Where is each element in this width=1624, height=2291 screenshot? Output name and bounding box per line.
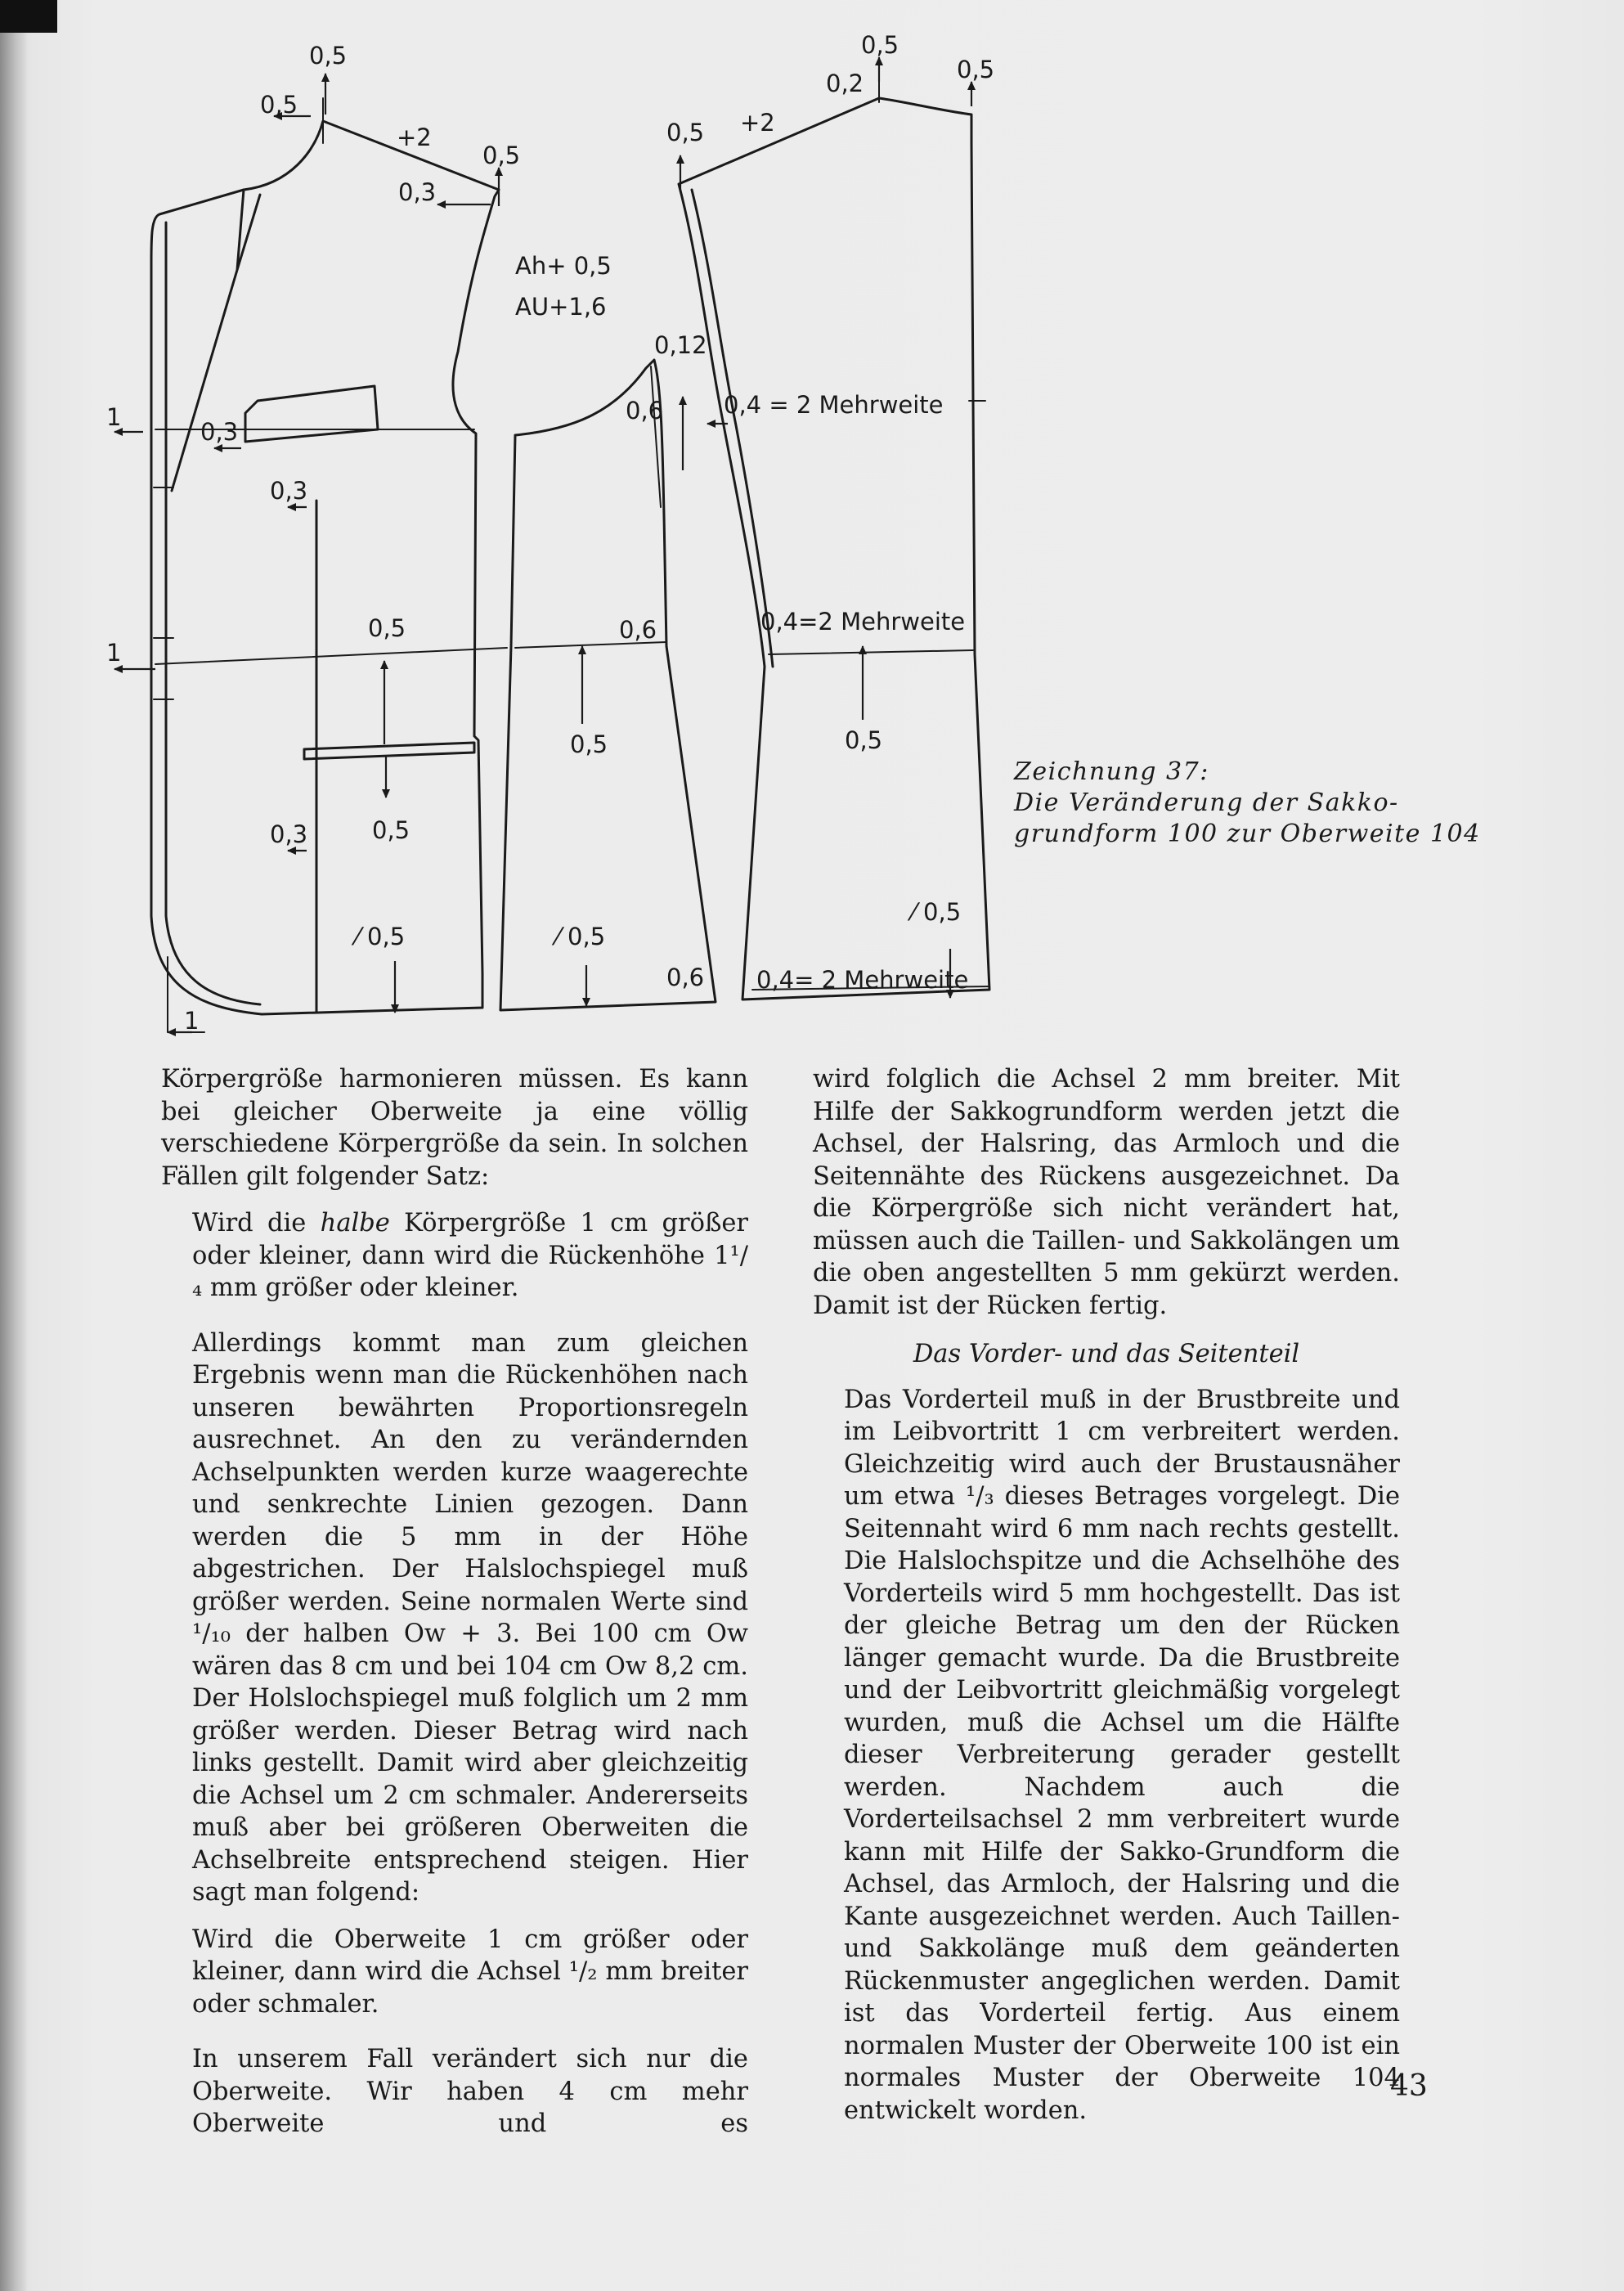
- label: 0,5: [845, 726, 883, 754]
- label: ⁄ 0,5: [356, 923, 406, 950]
- figure-caption: [1014, 757, 1481, 850]
- paragraph: In unserem Fall verändert sich nur die Oberweite. Wir haben 4 cm mehr Oberweite und es: [192, 2045, 748, 2138]
- label: ⁄ 0,5: [912, 898, 962, 926]
- label: 0,3: [200, 418, 239, 446]
- section-heading: Das Vorder- und das Seitenteil: [913, 1340, 1300, 1368]
- paragraph: Das Vorderteil muß in der Brustbreite und im Leibvortritt 1 cm verbreitert werden. Gleichzeitig wird auch der Brustausnäher um etwa ¹/₃ dieses Betrages vorgelegt. Die Seitennaht wird 6 mm nach rechts gestellt. Die Halslochspitze und die Achselhöhe des Vorderteils wird 5 mm hochgestellt. Das ist der gleiche Betrag um den der Rücken länger gemacht wurde. Da die Brustbreite und der Leibvortritt gleichmäßig vorgelegt wurden, muß die Achsel um die Hälfte dieser Verbreiterung gerader gestellt werden. Nachdem auch die Vorderteilsachsel 2 mm verbreitert wurde kann mit Hilfe der Sakko-Grundform die Achsel, das Armloch, der Halsring und die Kante ausgezeichnet werden. Auch Taillen- und Sakkolänge muß dem geänderten Rückenmuster angeglichen werden. Damit ist das Vorderteil fertig. Aus einem normalen Muster der Oberweite 100 ist ein normales Muster der Oberweite 104 entwickelt worden.: [844, 1385, 1400, 2125]
- label: 0,4=2 Mehrweite: [760, 608, 966, 636]
- lapel-line: [172, 270, 237, 491]
- label: 0,6: [666, 964, 705, 991]
- page-number: 43: [1390, 2069, 1428, 2103]
- front-inner-edge: [166, 222, 260, 1004]
- front-panel-outline: [151, 121, 499, 1014]
- label: 0,3: [398, 178, 437, 206]
- label: 0,3: [270, 477, 308, 505]
- label: 0,6: [619, 616, 657, 644]
- label: 0,5: [260, 91, 298, 119]
- label: 0,5: [368, 614, 406, 642]
- back-waist-guide: [769, 650, 973, 654]
- label: 0,5: [861, 31, 899, 59]
- label: 0,4 = 2 Mehrweite: [724, 391, 944, 419]
- label: +2: [740, 109, 775, 137]
- label: 0,2: [826, 70, 864, 97]
- label: 0,5: [957, 56, 995, 83]
- label: 0,4= 2 Mehrweite: [756, 966, 969, 994]
- rule-statement: Wird die Oberweite 1 cm größer oder kleiner, dann wird die Achsel ¹/₂ mm breiter oder schmaler.: [192, 1925, 748, 2019]
- caption-line: Die Veränderung der Sakko-: [1014, 788, 1399, 817]
- hip-pocket-flap: [304, 743, 474, 759]
- right-column: [813, 1063, 1400, 2127]
- label: 1: [106, 403, 122, 431]
- label: 0,6: [626, 397, 664, 425]
- caption-line: Zeichnung 37:: [1014, 757, 1209, 786]
- back-seam-inner: [692, 190, 773, 667]
- lapel-notch: [237, 190, 260, 270]
- left-column: [161, 1063, 748, 2141]
- rule-statement: [161, 1207, 748, 1305]
- label: 1: [106, 639, 122, 667]
- label: ⁄ 0,5: [556, 923, 606, 950]
- label: 0,5: [309, 42, 348, 70]
- breast-pocket: [245, 386, 378, 442]
- pattern-drawing: [0, 0, 1624, 1047]
- label: +2: [397, 124, 432, 151]
- paragraph: Körpergröße harmonieren müssen. Es kann bei gleicher Oberweite ja eine völlig verschiedene Körpergröße da sein. In solchen Fällen gilt folgender Satz:: [161, 1065, 748, 1191]
- paragraph: wird folglich die Achsel 2 mm breiter. Mit Hilfe der Sakkogrundform werden jetzt die Achsel, der Halsring, das Armloch und die Seitennähte des Rückens ausgezeichnet. Da die Körpergröße sich nicht verändert hat, müssen auch die Taillen- und Sakkolängen um die oben angestellten 5 mm gekürzt werden. Damit ist der Rücken fertig.: [813, 1065, 1400, 1320]
- label: 1: [184, 1007, 200, 1035]
- paragraph: Allerdings kommt man zum gleichen Ergebnis wenn man die Rückenhöhen nach unseren bewährten Proportionsregeln ausrechnet. An den zu verändernden Achselpunkten werden kurze waagerechte und senkrechte Linien gezogen. Dann werden die 5 mm in der Höhe abgestrichen. Der Halslochspiegel muß größer werden. Seine normalen Werte sind ¹/₁₀ der halben Ow + 3. Bei 100 cm Ow wären das 8 cm und bei 104 cm Ow 8,2 cm. Der Holslochspiegel muß folglich um 2 mm größer werden. Dieser Betrag wird nach links gestellt. Damit wird aber gleichzeitig die Achsel um 2 cm schmaler. Andererseits muß aber bei größeren Oberweiten die Achselbreite entsprechend steigen. Hier sagt man folgend:: [192, 1328, 748, 1907]
- label: 0,12: [654, 331, 707, 359]
- label: 0,3: [270, 820, 308, 848]
- label: Ah+ 0,5: [515, 252, 612, 280]
- rule-text: Wird die: [192, 1209, 321, 1238]
- label: AU+1,6: [515, 293, 607, 321]
- rule-emphasis: halbe: [320, 1209, 390, 1238]
- label: 0,5: [482, 142, 521, 169]
- label: 0,5: [570, 730, 608, 758]
- label: 0,5: [666, 119, 705, 146]
- rule-text: Körpergröße 1 cm größer oder kleiner, dann wird die Rückenhöhe 1¹/₄ mm größer oder kleiner.: [192, 1209, 748, 1302]
- caption-line: grundform 100 zur Oberweite 104: [1014, 820, 1481, 848]
- back-panel-outline: [679, 98, 989, 1000]
- waist-guide: [155, 648, 507, 664]
- label: 0,5: [372, 816, 410, 844]
